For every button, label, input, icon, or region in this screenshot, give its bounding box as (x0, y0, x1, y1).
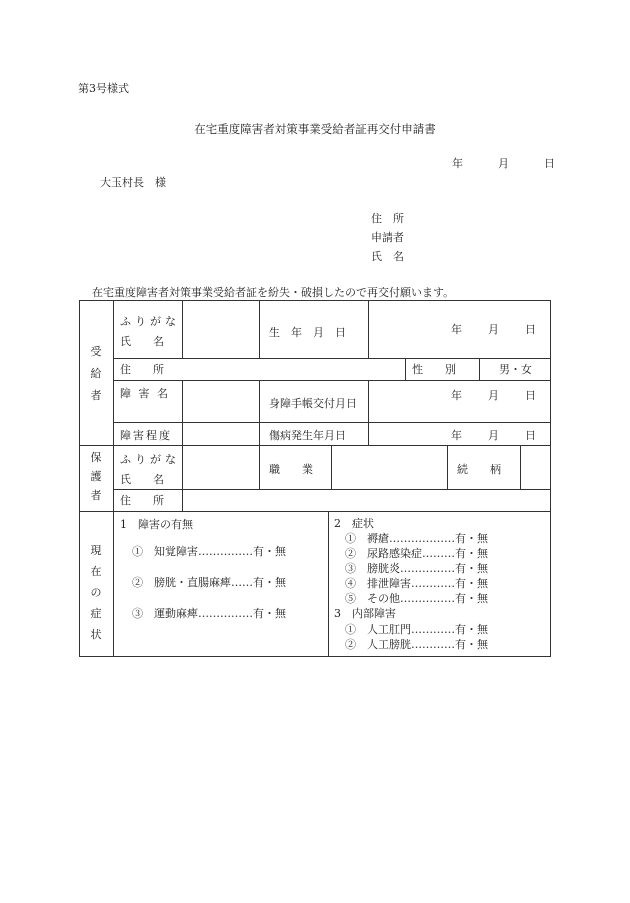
row-divider (113, 358, 551, 359)
symptom-item: ③ 膀胱炎……………有・無 (345, 562, 488, 575)
onset-date-label: 傷病発生年月日 (269, 429, 346, 442)
recipient-section-label (89, 341, 103, 407)
column-divider (259, 380, 260, 446)
guardian-section-label (89, 448, 103, 505)
occupation-label: 職 業 (269, 463, 313, 476)
row-divider (113, 489, 551, 490)
handbook-day: 日 (525, 389, 536, 402)
recipient-furigana-label: ふりがな (120, 315, 180, 328)
table-border (79, 300, 80, 657)
recipient-char: 者 (90, 389, 102, 402)
symptom-item: ④ 排泄障害…………有・無 (345, 577, 488, 590)
symptom-item: ② 人工膀胱…………有・無 (345, 638, 488, 651)
birthdate-year: 年 (451, 323, 462, 336)
guardian-char: 者 (90, 489, 102, 502)
birthdate-month: 月 (488, 323, 499, 336)
column-divider (368, 380, 369, 446)
symptom-item: ① 褥瘡………………有・無 (345, 532, 488, 545)
recipient-char: 給 (90, 367, 102, 380)
column-divider (259, 445, 260, 490)
symptom-item: ② 膀胱・直腸麻痺……有・無 (132, 576, 286, 589)
symptoms-char: 症 (90, 607, 102, 620)
column-divider (182, 300, 183, 358)
row-divider (113, 422, 551, 423)
relationship-label: 続 柄 (457, 463, 501, 476)
onset-year: 年 (451, 429, 462, 442)
column-divider (479, 358, 480, 381)
date-month-label: 月 (498, 157, 509, 170)
onset-day: 日 (525, 429, 536, 442)
symptom-item: ① 人工肛門…………有・無 (345, 623, 488, 636)
request-statement: 在宅重度障害者対策事業受給者証を紛失・破損したので再交付願います。 (92, 286, 455, 299)
recipient-char: 受 (90, 345, 102, 358)
sex-label: 性 別 (412, 363, 456, 376)
application-date (452, 158, 555, 169)
column-divider (520, 445, 521, 490)
handbook-date-label: 身障手帳交付月日 (269, 397, 357, 410)
symptom-group3-title: 3 内部障害 (334, 607, 396, 620)
applicant-label: 申請者 (371, 231, 404, 244)
symptoms-section-label (89, 540, 103, 645)
symptoms-char: 現 (90, 544, 102, 557)
disability-level-label: 障害程度 (120, 429, 172, 442)
handbook-month: 月 (488, 389, 499, 402)
birthdate-day: 日 (525, 323, 536, 336)
symptoms-char: 状 (90, 628, 102, 641)
symptom-item: ③ 運動麻痺……………有・無 (132, 607, 286, 620)
guardian-char: 保 (90, 451, 102, 464)
symptoms-char: の (90, 586, 102, 599)
guardian-name-label: 氏 名 (120, 473, 164, 486)
column-divider (368, 300, 369, 358)
symptom-group2-title: 2 症状 (334, 517, 374, 530)
guardian-furigana-label: ふりがな (120, 453, 180, 466)
date-day-label: 日 (544, 157, 555, 170)
symptoms-char: 在 (90, 565, 102, 578)
sex-value: 男・女 (499, 363, 532, 376)
applicant-name-label: 氏 名 (371, 250, 404, 263)
application-table (79, 300, 551, 656)
column-divider (405, 358, 406, 381)
symptom-item: ① 知覚障害……………有・無 (132, 545, 286, 558)
column-divider (259, 300, 260, 358)
column-divider (331, 445, 332, 490)
symptom-group1-title: 1 障害の有無 (120, 518, 193, 531)
table-border (79, 656, 551, 657)
column-divider (182, 380, 183, 511)
recipient-address-label: 住 所 (120, 363, 164, 376)
column-divider (328, 511, 329, 657)
disability-name-label: 障 害 名 (120, 387, 170, 400)
guardian-address-label: 住 所 (120, 494, 164, 507)
guardian-char: 護 (90, 470, 102, 483)
symptom-item: ⑤ その他……………有・無 (345, 592, 488, 605)
form-number: 第3号様式 (78, 82, 129, 95)
handbook-year: 年 (451, 389, 462, 402)
onset-month: 月 (488, 429, 499, 442)
symptom-item: ② 尿路感染症………有・無 (345, 547, 488, 560)
recipient-name-label: 氏 名 (120, 335, 164, 348)
table-border (550, 300, 551, 657)
section-divider (79, 445, 551, 446)
row-divider (113, 380, 551, 381)
addressee: 大玉村長 様 (100, 176, 166, 189)
applicant-address-label: 住 所 (371, 212, 404, 225)
date-year-label: 年 (452, 157, 463, 170)
section-divider (79, 511, 551, 512)
birthdate-label: 生 年 月 日 (269, 326, 346, 339)
column-divider (113, 300, 114, 657)
document-title: 在宅重度障害者対策事業受給者証再交付申請書 (194, 122, 436, 136)
column-divider (447, 445, 448, 490)
table-border (79, 300, 551, 301)
